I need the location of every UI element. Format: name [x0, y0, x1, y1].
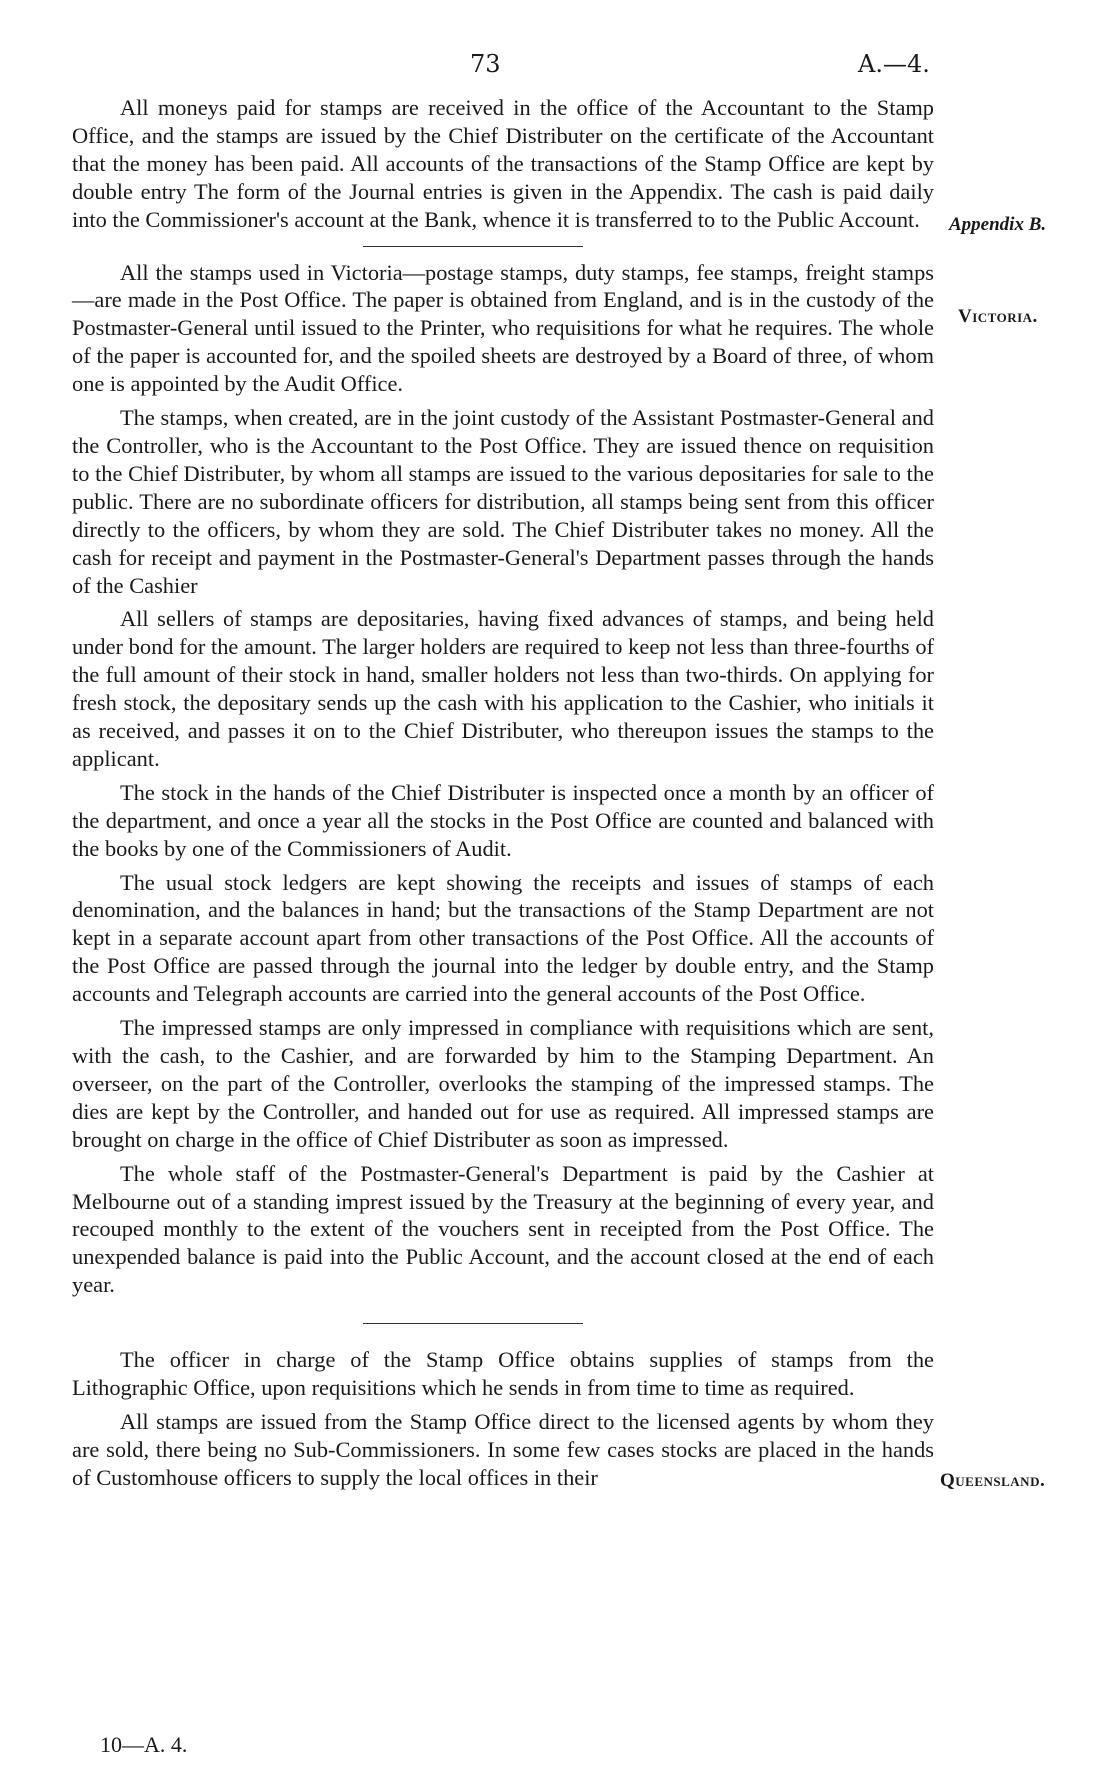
paragraph: All stamps are issued from the Stamp Office direct to the licensed agents by whom they are sold, there being no Sub-Commissioners. In some few cases stocks are placed in the hands of Customhouse officers to supply the local offices in their [72, 1408, 934, 1490]
paragraph: The officer in charge of the Stamp Office obtains supplies of stamps from the Lithographic Office, upon requisitions which he sends in from time to time as required. [72, 1347, 934, 1401]
paragraph: The usual stock ledgers are kept showing the receipts and issues of stamps of each denomination, and the balances in hand; but the transactions of the Stamp Department are not kept in a separate account apart from other transactions of the Post Office. All the accounts of the Post Office are passed through the journal into the ledger by double entry, and the Stamp accounts and Telegraph accounts are carried into the general accounts of the Post Office. [72, 869, 934, 1007]
page-number: 73 [470, 50, 501, 78]
paragraph: All sellers of stamps are depositaries, having fixed advances of stamps, and being held under bond for the amount. The larger holders are required to keep not less than three-fourths of the full amount of their stock in hand, smaller holders not less than two-thirds. On applying for fresh stock, the depositary sends up the cash with his application to the Cashier, who initials it as received, and passes it on to the Chief Distributer, who thereupon issues the stamps to the applicant. [72, 606, 934, 771]
paragraph: The whole staff of the Postmaster-General's Department is paid by the Cashier at Melbourne out of a standing imprest issued by the Treasury at the beginning of every year, and recouped monthly to the extent of the vouchers sent in receipted from the Post Office. The unexpended balance is paid into the Public Account, and the account closed at the end of each year. [72, 1160, 934, 1298]
margin-note-appendix: Appendix B. [949, 214, 1047, 235]
footer-signature: 10—A. 4. [100, 1732, 188, 1757]
paragraph: All moneys paid for stamps are received in the office of the Accountant to the Stamp Office, and the stamps are issued by the Chief Distributer on the certificate of the Accountant that the money has been paid. All accounts of the transactions of the Stamp Office are kept by double entry The form of the Journal entries is given in the Appendix. The cash is paid daily into the Commissioner's account at the Bank, whence it is transferred to to the Public Account. [72, 95, 934, 232]
document-reference: A.—4. [858, 50, 930, 78]
paragraph: The stock in the hands of the Chief Distributer is inspected once a month by an officer of the department, and once a year all the stocks in the Post Office are counted and balanced with the books by one of the Commissioners of Audit. [72, 779, 934, 861]
paragraph: All the stamps used in Victoria—postage stamps, duty stamps, fee stamps, freight stamps—are made in the Post Office. The paper is obtained from England, and is in the custody of the Postmaster-General until issued to the Printer, who requisitions for what he requires. The whole of the paper is accounted for, and the spoiled sheets are destroyed by a Board of three, of whom one is appointed by the Audit Office. [72, 259, 934, 397]
document-body [72, 94, 934, 1492]
margin-note-victoria: Victoria. [958, 306, 1038, 327]
page-header [0, 50, 1114, 80]
section-divider [363, 246, 583, 247]
paragraph: The stamps, when created, are in the joint custody of the Assistant Postmaster-General and the Controller, who is the Accountant to the Post Office. They are issued thence on requisition to the Chief Distributer, by whom all stamps are issued to the various depositaries for sale to the public. There are no subordinate officers for distribution, all stamps being sent from this officer directly to the officers, by whom they are sold. The Chief Distributer takes no money. All the cash for receipt and payment in the Postmaster-General's Department passes through the hands of the Cashier [72, 405, 934, 598]
paragraph: The impressed stamps are only impressed in compliance with requisitions which are sent, with the cash, to the Cashier, and are forwarded by him to the Stamping Department. An overseer, on the part of the Controller, overlooks the stamping of the impressed stamps. The dies are kept by the Controller, and handed out for use as required. All impressed stamps are brought on charge in the office of Chief Distributer as soon as impressed. [72, 1015, 934, 1152]
margin-note-queensland: Queensland. [940, 1470, 1046, 1491]
section-divider [363, 1323, 583, 1324]
